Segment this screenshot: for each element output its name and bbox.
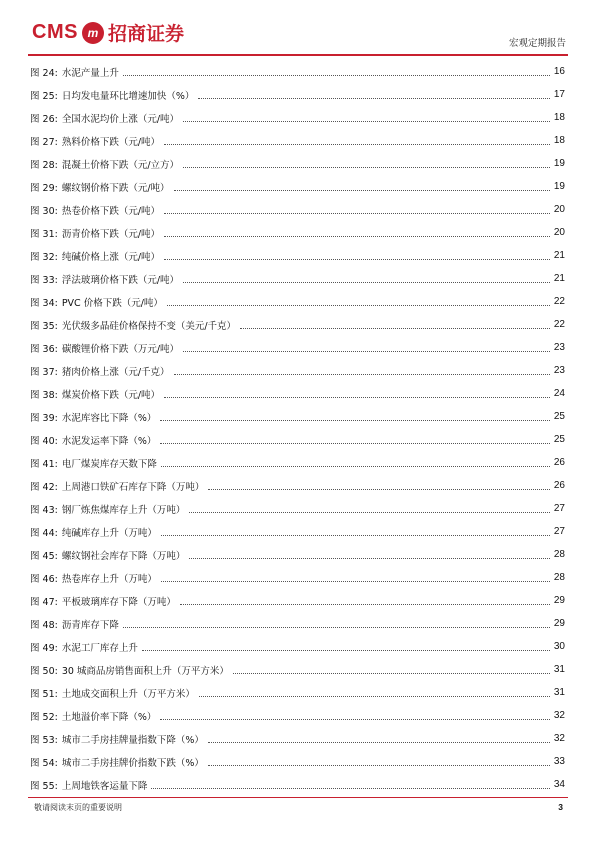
toc-page-number: 23 (553, 342, 565, 353)
toc-entry[interactable] (30, 175, 565, 198)
toc-figure-label: 图 43: (30, 504, 58, 516)
toc-page-number: 19 (553, 181, 565, 192)
toc-figure-label: 图 34: (30, 297, 58, 309)
toc-figure-title: 熟料价格下跌（元/吨） (61, 136, 161, 148)
toc-entry[interactable] (30, 106, 565, 129)
toc-dot-leader (174, 374, 550, 375)
toc-figure-label: 图 54: (30, 757, 58, 769)
toc-entry[interactable] (30, 543, 565, 566)
toc-figure-title: 水泥库容比下降（%） (61, 412, 157, 424)
toc-dot-leader (161, 535, 550, 536)
toc-dot-leader (189, 558, 550, 559)
page-number: 3 (558, 802, 563, 812)
toc-figure-title: 全国水泥均价上涨（元/吨） (61, 113, 180, 125)
toc-page-number: 25 (553, 434, 565, 445)
toc-entry[interactable] (30, 244, 565, 267)
toc-dot-leader (174, 190, 550, 191)
toc-page-number: 32 (553, 710, 565, 721)
toc-figure-label: 图 31: (30, 228, 58, 240)
report-type-label: 宏观定期报告 (508, 38, 566, 49)
logo-chinese-text: 招商证券 (107, 23, 184, 45)
toc-dot-leader (183, 167, 550, 168)
toc-dot-leader (123, 75, 550, 76)
toc-entry[interactable] (30, 497, 565, 520)
toc-page-number: 26 (553, 457, 565, 468)
toc-figure-label: 图 40: (30, 435, 58, 447)
toc-figure-label: 图 26: (30, 113, 58, 125)
toc-figure-label: 图 36: (30, 343, 58, 355)
toc-figure-label: 图 33: (30, 274, 58, 286)
toc-page-number: 32 (553, 733, 565, 744)
toc-figure-title: 光伏级多晶硅价格保持不变（美元/千克） (61, 320, 237, 332)
toc-page-number: 25 (553, 411, 565, 422)
toc-entry[interactable] (30, 589, 565, 612)
table-of-figures (30, 60, 565, 796)
toc-figure-label: 图 37: (30, 366, 58, 378)
toc-figure-title: 混凝土价格下跌（元/立方） (61, 159, 180, 171)
footer-disclaimer: 敬请阅读末页的重要说明 (34, 803, 122, 812)
toc-entry[interactable] (30, 382, 565, 405)
toc-entry[interactable] (30, 704, 565, 727)
toc-figure-title: 沥青价格下跌（元/吨） (61, 228, 161, 240)
toc-entry[interactable] (30, 520, 565, 543)
toc-figure-title: 上周地铁客运量下降 (61, 780, 148, 792)
toc-figure-title: 城市二手房挂牌价指数下跌（%） (61, 757, 204, 769)
toc-figure-title: 平板玻璃库存下降（万吨） (61, 596, 176, 608)
toc-entry[interactable] (30, 405, 565, 428)
toc-dot-leader (164, 236, 550, 237)
page-header (28, 10, 568, 50)
toc-dot-leader (167, 305, 550, 306)
toc-figure-label: 图 46: (30, 573, 58, 585)
toc-figure-label: 图 47: (30, 596, 58, 608)
toc-figure-title: 煤炭价格下跌（元/吨） (61, 389, 161, 401)
toc-entry[interactable] (30, 60, 565, 83)
toc-entry[interactable] (30, 750, 565, 773)
toc-entry[interactable] (30, 267, 565, 290)
toc-page-number: 23 (553, 365, 565, 376)
toc-page-number: 33 (553, 756, 565, 767)
toc-figure-title: 浮法玻璃价格下跌（元/吨） (61, 274, 180, 286)
toc-figure-label: 图 30: (30, 205, 58, 217)
toc-figure-title: 纯碱库存上升（万吨） (61, 527, 157, 539)
toc-entry[interactable] (30, 566, 565, 589)
toc-entry[interactable] (30, 221, 565, 244)
toc-entry[interactable] (30, 313, 565, 336)
toc-dot-leader (164, 213, 550, 214)
toc-page-number: 20 (553, 227, 565, 238)
toc-entry[interactable] (30, 198, 565, 221)
toc-figure-title: 电厂煤炭库存天数下降 (61, 458, 157, 470)
toc-figure-title: 热卷库存上升（万吨） (61, 573, 157, 585)
toc-entry[interactable] (30, 336, 565, 359)
footer-divider (28, 797, 568, 798)
toc-page-number: 20 (553, 204, 565, 215)
toc-entry[interactable] (30, 290, 565, 313)
toc-page-number: 30 (553, 641, 565, 652)
toc-entry[interactable] (30, 359, 565, 382)
toc-figure-label: 图 28: (30, 159, 58, 171)
toc-dot-leader (183, 282, 550, 283)
toc-figure-label: 图 50: (30, 665, 58, 677)
toc-figure-label: 图 24: (30, 67, 58, 79)
toc-page-number: 17 (553, 89, 565, 100)
toc-page-number: 22 (553, 319, 565, 330)
toc-figure-label: 图 25: (30, 90, 58, 102)
toc-figure-label: 图 55: (30, 780, 58, 792)
toc-figure-label: 图 27: (30, 136, 58, 148)
logo-cms-text: CMS (32, 21, 78, 43)
toc-entry[interactable] (30, 152, 565, 175)
toc-dot-leader (183, 121, 550, 122)
toc-page-number: 29 (553, 618, 565, 629)
toc-page-number: 31 (553, 687, 565, 698)
toc-page-number: 18 (553, 135, 565, 146)
toc-figure-title: 热卷价格下跌（元/吨） (61, 205, 161, 217)
toc-figure-title: 土地成交面积上升（万平方米） (61, 688, 195, 700)
toc-figure-title: 猪肉价格上涨（元/千克） (61, 366, 170, 378)
toc-figure-title: 日均发电量环比增速加快（%） (61, 90, 195, 102)
toc-entry[interactable] (30, 129, 565, 152)
toc-figure-title: 土地溢价率下降（%） (61, 711, 157, 723)
toc-figure-title: 沥青库存下降 (61, 619, 119, 631)
toc-page-number: 34 (553, 779, 565, 790)
toc-figure-label: 图 51: (30, 688, 58, 700)
toc-entry[interactable] (30, 727, 565, 750)
toc-figure-label: 图 44: (30, 527, 58, 539)
toc-dot-leader (208, 765, 550, 766)
toc-entry[interactable] (30, 773, 565, 796)
toc-figure-title: 螺纹钢社会库存下降（万吨） (61, 550, 186, 562)
toc-figure-title: 水泥工厂库存上升 (61, 642, 138, 654)
toc-entry[interactable] (30, 681, 565, 704)
toc-figure-label: 图 32: (30, 251, 58, 263)
toc-dot-leader (164, 144, 550, 145)
toc-dot-leader (199, 696, 550, 697)
toc-page-number: 24 (553, 388, 565, 399)
toc-figure-label: 图 48: (30, 619, 58, 631)
toc-dot-leader (160, 443, 550, 444)
toc-page-number: 28 (553, 549, 565, 560)
toc-page-number: 29 (553, 595, 565, 606)
toc-dot-leader (233, 673, 550, 674)
toc-dot-leader (208, 742, 550, 743)
toc-figure-label: 图 53: (30, 734, 58, 746)
toc-figure-title: 钢厂炼焦煤库存上升（万吨） (61, 504, 186, 516)
toc-figure-label: 图 35: (30, 320, 58, 332)
toc-dot-leader (160, 420, 550, 421)
toc-page-number: 31 (553, 664, 565, 675)
toc-entry[interactable] (30, 474, 565, 497)
toc-figure-title: 螺纹钢价格下跌（元/吨） (61, 182, 170, 194)
toc-page-number: 27 (553, 503, 565, 514)
header-divider (28, 54, 568, 56)
toc-dot-leader (164, 259, 550, 260)
toc-figure-label: 图 49: (30, 642, 58, 654)
logo-seal-glyph: m (87, 25, 99, 40)
toc-dot-leader (198, 98, 550, 99)
toc-figure-title: 碳酸锂价格下跌（万元/吨） (61, 343, 180, 355)
toc-figure-label: 图 41: (30, 458, 58, 470)
toc-page-number: 21 (553, 250, 565, 261)
toc-figure-title: 上周港口铁矿石库存下降（万吨） (61, 481, 205, 493)
toc-dot-leader (180, 604, 550, 605)
toc-dot-leader (160, 719, 550, 720)
toc-dot-leader (183, 351, 550, 352)
toc-page-number: 16 (553, 66, 565, 77)
toc-entry[interactable] (30, 451, 565, 474)
toc-dot-leader (240, 328, 550, 329)
toc-dot-leader (164, 397, 550, 398)
toc-dot-leader (161, 466, 550, 467)
toc-dot-leader (161, 581, 550, 582)
toc-entry[interactable] (30, 428, 565, 451)
toc-entry[interactable] (30, 635, 565, 658)
toc-page-number: 26 (553, 480, 565, 491)
toc-figure-title: 城市二手房挂牌量指数下降（%） (61, 734, 204, 746)
toc-figure-title: 水泥产量上升 (61, 67, 119, 79)
toc-dot-leader (189, 512, 550, 513)
toc-dot-leader (123, 627, 550, 628)
toc-entry[interactable] (30, 658, 565, 681)
toc-figure-title: 纯碱价格上涨（元/吨） (61, 251, 161, 263)
toc-page-number: 27 (553, 526, 565, 537)
company-logo (32, 19, 184, 46)
toc-dot-leader (142, 650, 550, 651)
toc-page-number: 28 (553, 572, 565, 583)
toc-figure-title: 水泥发运率下降（%） (61, 435, 157, 447)
toc-figure-label: 图 29: (30, 182, 58, 194)
toc-page-number: 18 (553, 112, 565, 123)
toc-figure-label: 图 39: (30, 412, 58, 424)
toc-entry[interactable] (30, 83, 565, 106)
toc-page-number: 21 (553, 273, 565, 284)
toc-entry[interactable] (30, 612, 565, 635)
toc-dot-leader (208, 489, 550, 490)
toc-figure-label: 图 52: (30, 711, 58, 723)
toc-dot-leader (151, 788, 550, 789)
toc-figure-title: 30 城商品房销售面积上升（万平方米） (61, 665, 229, 677)
toc-page-number: 22 (553, 296, 565, 307)
toc-page-number: 19 (553, 158, 565, 169)
toc-figure-label: 图 45: (30, 550, 58, 562)
toc-figure-label: 图 38: (30, 389, 58, 401)
logo-seal-icon (82, 22, 104, 44)
toc-figure-title: PVC 价格下跌（元/吨） (61, 297, 163, 309)
toc-figure-label: 图 42: (30, 481, 58, 493)
